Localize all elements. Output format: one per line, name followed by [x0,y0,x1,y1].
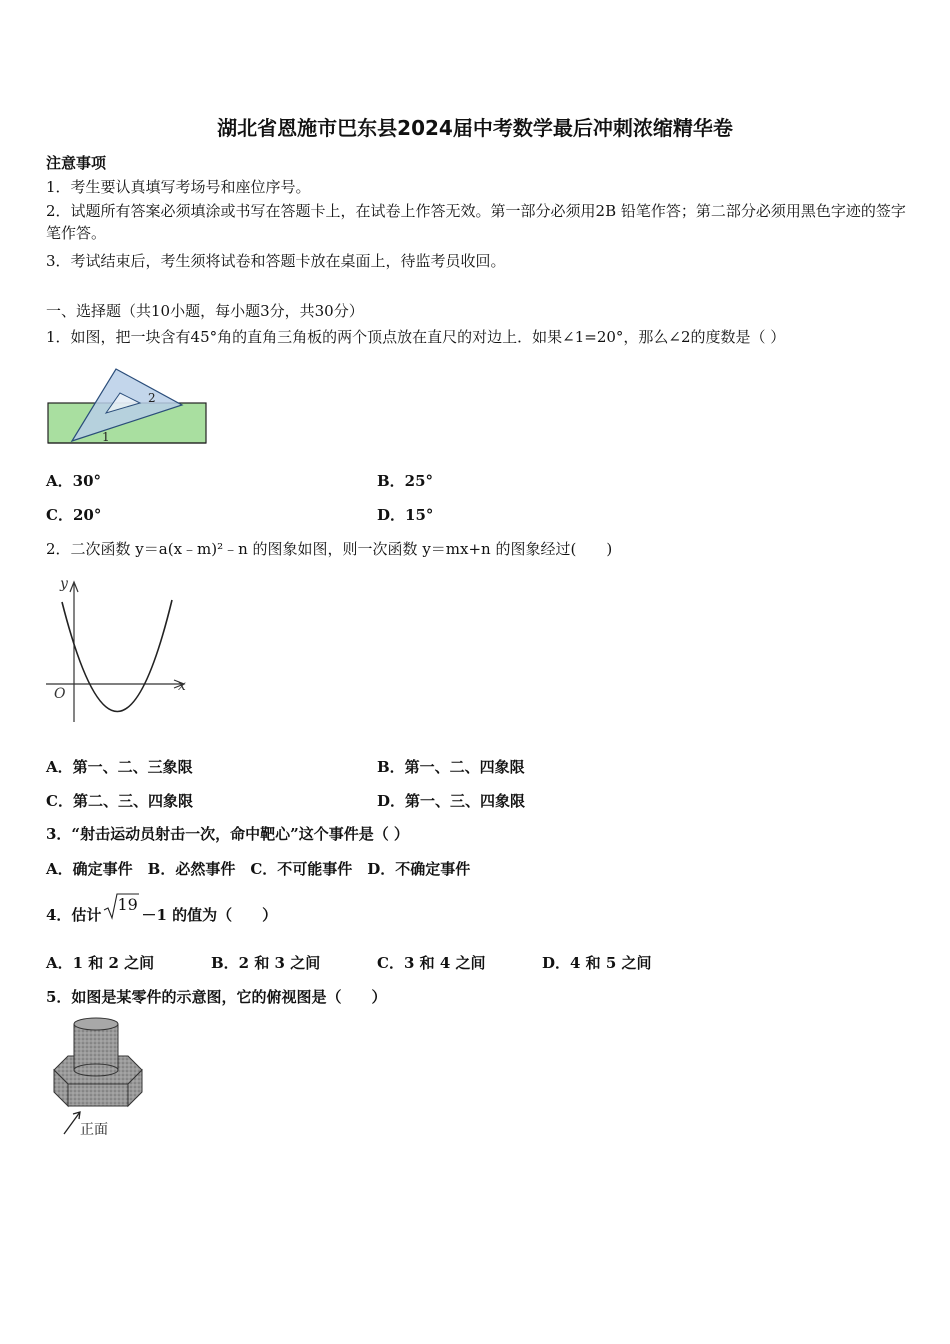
q4-sqrt [101,895,141,926]
section-heading: 一、选择题（共10小题，每小题3分，共30分） [46,302,364,320]
q4-option-c: C．3 和 4 之间 [377,954,486,972]
q1-figure [44,365,214,451]
q2-option-b: B．第一、二、四象限 [377,758,525,776]
q1-angle1-label: 1 [102,430,110,444]
notice-heading: 注意事项 [46,154,107,172]
q1-option-c: C．20° [46,506,102,524]
q1-option-d: D．15° [377,506,434,524]
page-title: 湖北省恩施市巴东县2024届中考数学最后冲刺浓缩精华卷 [217,116,733,140]
q1-option-b: B．25° [377,472,434,490]
notice-item-2: 2．试题所有答案必须填涂或书写在答题卡上，在试卷上作答无效。第一部分必须用2B 铅笔作答；第二部分必须用黑色字迹的签字笔作答。 [46,202,906,242]
q1-angle2-label: 2 [148,391,156,405]
q4-option-a: A．1 和 2 之间 [46,954,155,972]
q3-options: A．确定事件 B．必然事件 C．不可能事件 D．不确定事件 [46,860,471,878]
q5-stem: 5．如图是某零件的示意图，它的俯视图是（ ） [46,988,387,1006]
q4-radicand: 19 [117,895,138,914]
q2-x-label: x [178,678,186,694]
q2-figure [40,572,200,732]
q3-stem: 3．“射击运动员射击一次，命中靶心”这个事件是（ ） [46,825,409,843]
q2-y-label: y [60,576,68,592]
q4-stem-suffix: －1 的值为（ ） [141,906,278,924]
q2-parabola [62,600,172,712]
q2-option-d: D．第一、三、四象限 [377,792,526,810]
q5-front-label: 正面 [80,1122,108,1138]
q2-option-a: A．第一、二、三象限 [46,758,193,776]
q2-origin-label: O [54,686,66,702]
q5-figure [46,1014,146,1140]
q4-stem-prefix: 4．估计 [46,906,102,924]
q1-option-a: A．30° [46,472,102,490]
notice-item-3: 3．考试结束后，考生须将试卷和答题卡放在桌面上，待监考员收回。 [46,252,506,270]
q1-stem: 1．如图，把一块含有45°角的直角三角板的两个顶点放在直尺的对边上．如果∠1=20°，那么∠2的度数是（ ） [46,328,786,346]
q2-option-c: C．第二、三、四象限 [46,792,193,810]
q4-option-d: D．4 和 5 之间 [542,954,652,972]
notice-item-1: 1．考生要认真填写考场号和座位序号。 [46,178,311,196]
q4-stem [46,895,278,926]
q2-stem: 2．二次函数 y＝a(x﹣m)²﹣n 的图象如图，则一次函数 y＝mx+n 的图象经过( ) [46,540,613,558]
q4-option-b: B．2 和 3 之间 [211,954,321,972]
